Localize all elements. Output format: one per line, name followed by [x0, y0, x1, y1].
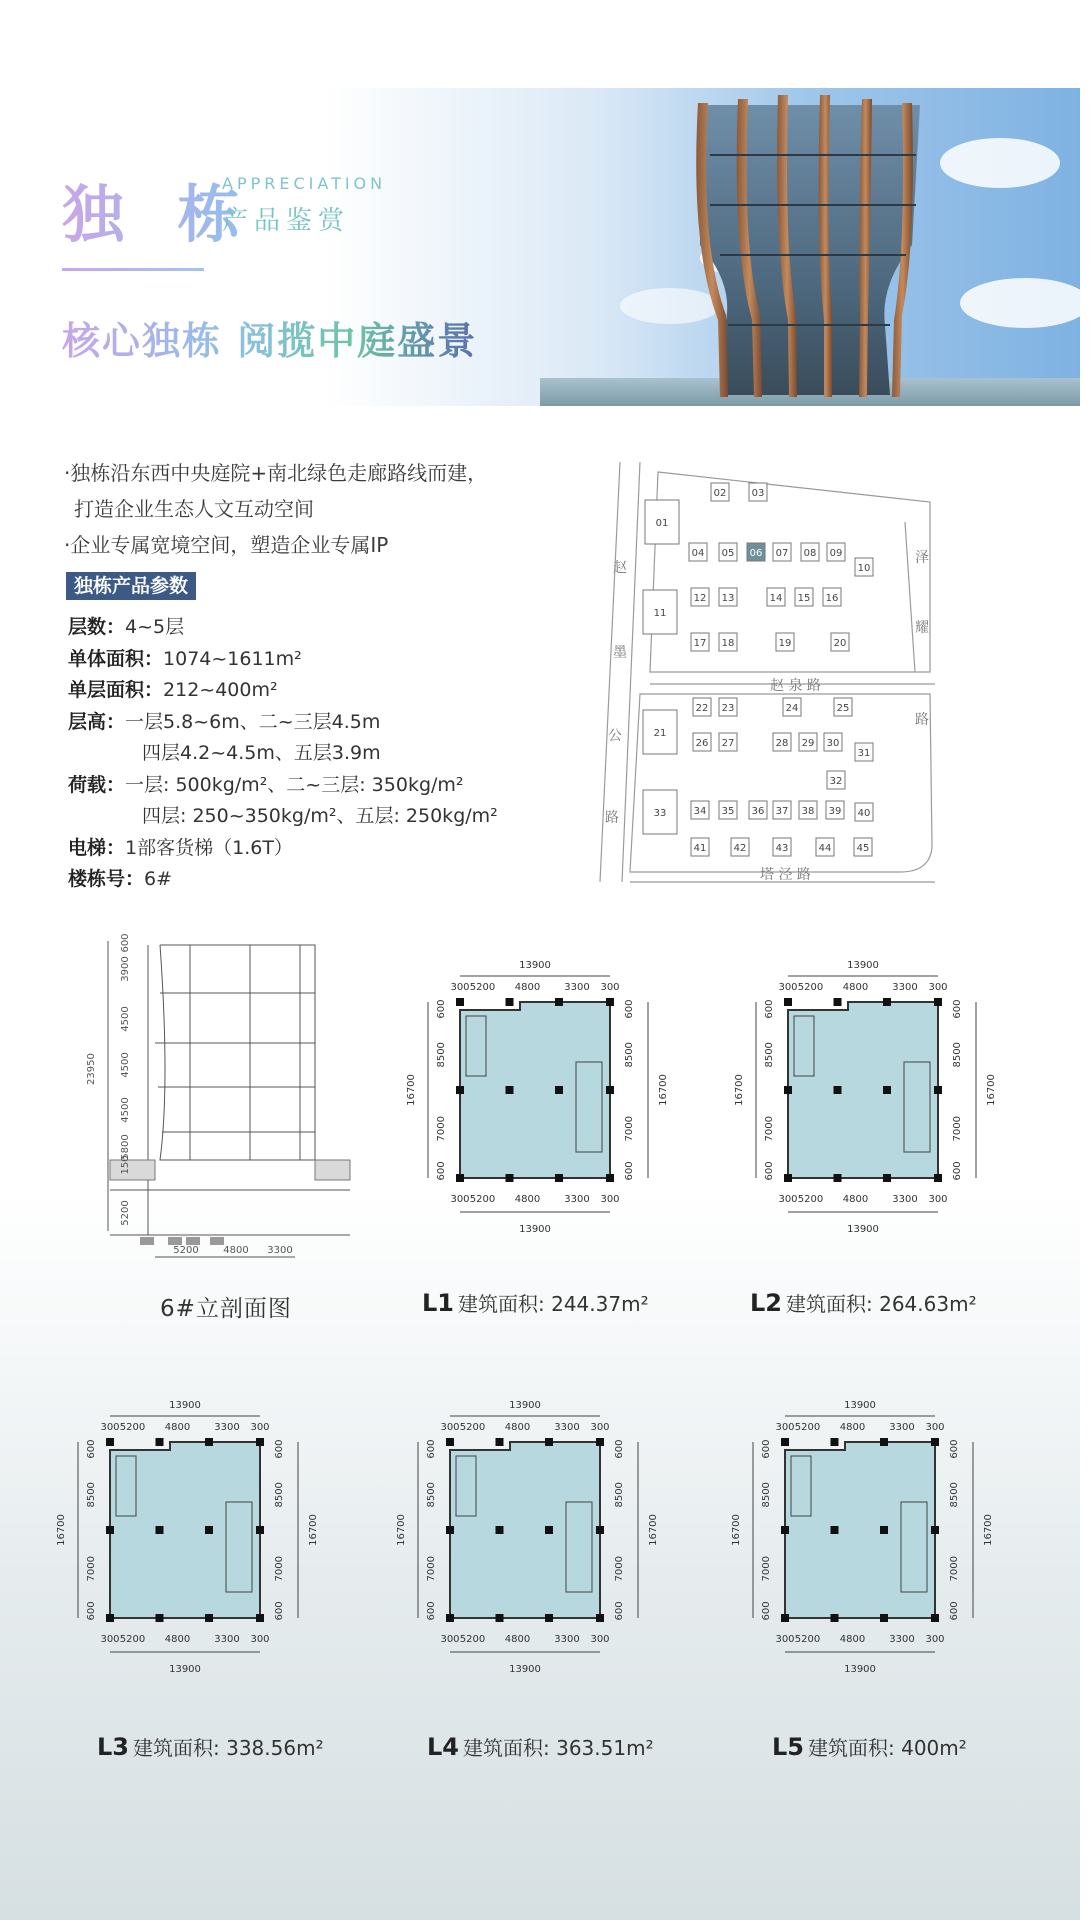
plan-depth-dim: 600 [426, 1601, 437, 1621]
svg-text:公: 公 [608, 728, 622, 744]
plan-width-dim: 5200 [119, 1422, 146, 1433]
plan-width-dim: 300 [600, 982, 620, 993]
plan-width-dim: 300 [440, 1422, 460, 1433]
plan-total-depth: 16700 [731, 1514, 742, 1546]
plan-depth-dim: 600 [952, 1161, 963, 1181]
title-english: APPRECIATION [222, 174, 387, 193]
plan-depth-dim: 8500 [614, 1482, 625, 1508]
plan-total-depth: 16700 [983, 1514, 994, 1546]
plan-depth-dim: 7000 [952, 1115, 963, 1142]
lot-label: 18 [721, 638, 735, 649]
plan-total-width: 13900 [847, 1224, 879, 1235]
lot-label: 10 [857, 563, 871, 574]
plan-depth-dim: 7000 [949, 1555, 960, 1582]
plan-width-dim: 300 [590, 1422, 610, 1433]
plan-total-width: 13900 [169, 1400, 201, 1411]
plan-column [880, 1438, 888, 1446]
plan-depth-dim: 8500 [952, 1042, 963, 1068]
floor-area-value: 400m² [901, 1736, 967, 1760]
plan-column [606, 1086, 614, 1094]
section-height-label: 5200 [120, 1200, 131, 1226]
plan-width-dim: 300 [778, 982, 798, 993]
section-height-label: 4500 [120, 1052, 131, 1078]
plan-column [256, 1438, 264, 1446]
plan-depth-dim: 600 [274, 1601, 285, 1621]
plan-depth-dim: 600 [949, 1439, 960, 1459]
plan-column [784, 1086, 792, 1094]
plan-total-depth: 16700 [648, 1514, 659, 1546]
lot-label: 29 [801, 738, 815, 749]
lot-label: 05 [721, 548, 735, 559]
plan-width-dim: 5200 [794, 1422, 821, 1433]
plan-width-dim: 3300 [554, 1634, 580, 1645]
plan-depth-dim: 600 [624, 999, 635, 1019]
plan-column [781, 1526, 789, 1534]
plan-width-dim: 5200 [459, 1422, 486, 1433]
plan-column [205, 1614, 213, 1622]
plan-width-dim: 300 [928, 1194, 948, 1205]
plan-column [596, 1614, 604, 1622]
page-title: 独 栋 [62, 165, 256, 254]
floor-caption-l4 [427, 1732, 654, 1761]
floor-caption-l2 [750, 1288, 977, 1317]
lot-label: 23 [721, 703, 735, 714]
plan-total-depth: 16700 [986, 1074, 997, 1106]
plan-width-dim: 4800 [514, 982, 541, 993]
floor-area-value: 363.51m² [556, 1736, 654, 1760]
plan-depth-dim: 600 [624, 1161, 635, 1181]
plan-width-dim: 3300 [889, 1634, 915, 1645]
plan-total-depth: 16700 [406, 1074, 417, 1106]
plan-column [456, 998, 464, 1006]
plan-depth-dim: 600 [274, 1439, 285, 1459]
lot-label: 31 [857, 748, 871, 759]
plan-width-dim: 300 [590, 1634, 610, 1645]
road-label-south: 塔 泾 路 [760, 867, 811, 883]
param-load-cont: 四层: 250~350kg/m²、五层: 250kg/m² [142, 805, 498, 827]
lot-label: 42 [733, 843, 747, 854]
plan-column [446, 1614, 454, 1622]
lot-label: 38 [801, 806, 815, 817]
plan-column [555, 1086, 563, 1094]
bullet-1-cont: 打造企业生态人文互动空间 [74, 497, 314, 521]
param-load: 荷载：一层: 500kg/m²、二~三层: 350kg/m² [68, 773, 464, 796]
title-subtitle: 产品鉴赏 [222, 206, 351, 236]
road-label-west: 赵 [613, 560, 627, 576]
lot-label: 44 [818, 843, 832, 854]
plan-column [496, 1526, 504, 1534]
plan-depth-dim: 8500 [436, 1042, 447, 1068]
plan-total-width: 13900 [169, 1664, 201, 1675]
lot-label: 13 [721, 593, 735, 604]
plan-depth-dim: 600 [86, 1439, 97, 1459]
slogan: 核心独栋 阅揽中庭盛景 [62, 310, 477, 365]
plan-column [831, 1526, 839, 1534]
plan-column [880, 1614, 888, 1622]
lot-label: 34 [693, 806, 707, 817]
plan-column [883, 998, 891, 1006]
plan-column [831, 1614, 839, 1622]
lot-label: 26 [695, 738, 709, 749]
floor-level-label: L1 [422, 1289, 454, 1317]
plan-width-dim: 300 [450, 1194, 470, 1205]
plan-width-dim: 300 [100, 1422, 120, 1433]
plan-depth-dim: 7000 [86, 1555, 97, 1582]
plan-column [106, 1614, 114, 1622]
floor-plan-l1 [400, 950, 690, 1260]
plan-width-dim: 3300 [892, 1194, 918, 1205]
plan-column [545, 1614, 553, 1622]
lot-label: 06 [749, 548, 763, 559]
svg-text:墨: 墨 [613, 645, 627, 661]
plan-width-dim: 5200 [459, 1634, 486, 1645]
plan-column [156, 1526, 164, 1534]
floor-level-label: L2 [750, 1289, 782, 1317]
lot-label: 32 [829, 776, 843, 787]
plan-width-dim: 4800 [164, 1634, 191, 1645]
plan-column [781, 1614, 789, 1622]
plan-total-width: 13900 [509, 1664, 541, 1675]
lot-label: 37 [775, 806, 789, 817]
plan-total-width: 13900 [847, 960, 879, 971]
plan-column [545, 1526, 553, 1534]
plan-width-dim: 300 [250, 1634, 270, 1645]
plan-column [883, 1086, 891, 1094]
params-list [68, 612, 588, 896]
floor-area-label: 建筑面积: [133, 1736, 227, 1760]
plan-width-dim: 300 [775, 1422, 795, 1433]
plan-column [596, 1438, 604, 1446]
plan-column [446, 1438, 454, 1446]
bullet-1: ·独栋沿东西中央庭院+南北绿色走廊路线而建， [64, 461, 488, 485]
plan-column [456, 1174, 464, 1182]
floor-area-value: 244.37m² [551, 1292, 649, 1316]
plan-total-depth: 16700 [734, 1074, 745, 1106]
plan-depth-dim: 600 [761, 1601, 772, 1621]
svg-text:路: 路 [605, 810, 619, 826]
floor-area-label: 建筑面积: [463, 1736, 557, 1760]
plan-column [596, 1526, 604, 1534]
plan-depth-dim: 600 [764, 1161, 775, 1181]
plan-width-dim: 5200 [797, 1194, 824, 1205]
plan-column [205, 1526, 213, 1534]
section-caption: 6#立剖面图 [160, 1296, 292, 1322]
plan-column [256, 1614, 264, 1622]
plan-width-dim: 4800 [514, 1194, 541, 1205]
plan-depth-dim: 7000 [764, 1115, 775, 1142]
plan-depth-dim: 8500 [86, 1482, 97, 1508]
section-height-label: 4500 [120, 1006, 131, 1032]
plan-width-dim: 300 [928, 982, 948, 993]
lot-label: 25 [836, 703, 850, 714]
lot-label: 27 [721, 738, 735, 749]
plan-column [606, 1174, 614, 1182]
plan-depth-dim: 600 [436, 999, 447, 1019]
lot-label: 08 [803, 548, 817, 559]
lot-label: 02 [713, 488, 727, 499]
plan-depth-dim: 8500 [764, 1042, 775, 1068]
section-height-label: 150 [120, 1155, 131, 1175]
plan-column [781, 1438, 789, 1446]
plan-depth-dim: 600 [761, 1439, 772, 1459]
plan-depth-dim: 7000 [614, 1555, 625, 1582]
plan-depth-dim: 7000 [624, 1115, 635, 1142]
plan-column [934, 998, 942, 1006]
params-heading: 独栋产品参数 [66, 572, 196, 600]
param-floor-area: 单层面积：212~400m² [68, 679, 278, 701]
floor-caption-l3 [97, 1732, 324, 1761]
lot-label: 20 [833, 638, 847, 649]
lot-label: 04 [691, 548, 705, 559]
plan-width-dim: 5200 [469, 982, 496, 993]
section-height-label: 3900 [120, 956, 131, 982]
lot-label: 09 [829, 548, 843, 559]
bullet-2: ·企业专属宽境空间，塑造企业专属IP [64, 533, 389, 557]
floor-area-label: 建筑面积: [808, 1736, 902, 1760]
lot-label: 22 [695, 703, 709, 714]
plan-width-dim: 300 [450, 982, 470, 993]
lot-label: 12 [693, 593, 707, 604]
plan-width-dim: 4800 [842, 1194, 869, 1205]
plan-column [931, 1614, 939, 1622]
plan-total-depth: 16700 [56, 1514, 67, 1546]
plan-width-dim: 4800 [839, 1422, 866, 1433]
section-bottom-dim: 4800 [223, 1245, 249, 1256]
lot-label: 40 [857, 808, 871, 819]
section-bottom-dim: 5200 [173, 1245, 199, 1256]
plan-column [834, 1086, 842, 1094]
floor-caption-l1 [422, 1288, 649, 1317]
floor-level-label: L3 [97, 1733, 129, 1761]
plan-width-dim: 4800 [839, 1634, 866, 1645]
plan-depth-dim: 7000 [274, 1555, 285, 1582]
plan-depth-dim: 600 [614, 1601, 625, 1621]
floor-plan-l3 [50, 1390, 340, 1700]
floor-level-label: L4 [427, 1733, 459, 1761]
plan-width-dim: 3300 [214, 1422, 240, 1433]
plan-depth-dim: 8500 [949, 1482, 960, 1508]
section-height-label: 4500 [120, 1097, 131, 1123]
plan-column [506, 1086, 514, 1094]
svg-text:路: 路 [915, 712, 929, 728]
floor-area-label: 建筑面积: [458, 1292, 552, 1316]
lot-label: 19 [778, 638, 792, 649]
param-height: 层高：一层5.8~6m、二~三层4.5m [68, 710, 381, 733]
plan-total-depth: 16700 [658, 1074, 669, 1106]
plan-width-dim: 4800 [504, 1634, 531, 1645]
param-floors: 层数：4~5层 [68, 616, 185, 638]
plan-width-dim: 300 [100, 1634, 120, 1645]
plan-width-dim: 5200 [794, 1634, 821, 1645]
plan-depth-dim: 600 [86, 1601, 97, 1621]
lot-label: 33 [653, 808, 667, 819]
plan-column [834, 1174, 842, 1182]
param-elevator: 电梯：1部客货梯（1.6T） [68, 836, 293, 859]
floor-caption-l5 [772, 1732, 967, 1761]
floor-plan-l4 [390, 1390, 680, 1700]
lot-label: 39 [828, 806, 842, 817]
plan-column [496, 1614, 504, 1622]
plan-width-dim: 300 [440, 1634, 460, 1645]
lot-label: 11 [653, 608, 667, 619]
plan-width-dim: 3300 [214, 1634, 240, 1645]
plan-depth-dim: 600 [949, 1601, 960, 1621]
plan-width-dim: 300 [775, 1634, 795, 1645]
road-label-middle: 赵 泉 路 [770, 678, 821, 694]
plan-depth-dim: 7000 [761, 1555, 772, 1582]
plan-width-dim: 3300 [554, 1422, 580, 1433]
svg-text:耀: 耀 [915, 620, 929, 636]
plan-column [784, 998, 792, 1006]
svg-text:泽: 泽 [915, 550, 929, 566]
plan-column [545, 1438, 553, 1446]
plan-column [106, 1438, 114, 1446]
lot-label: 07 [775, 548, 789, 559]
plan-column [784, 1174, 792, 1182]
lot-label: 15 [797, 593, 811, 604]
plan-depth-dim: 8500 [761, 1482, 772, 1508]
lot-label: 03 [751, 488, 765, 499]
lot-label: 17 [693, 638, 707, 649]
site-lots [643, 483, 873, 856]
lot-label: 41 [693, 843, 707, 854]
plan-depth-dim: 7000 [426, 1555, 437, 1582]
plan-column [506, 1174, 514, 1182]
floor-area-label: 建筑面积: [786, 1292, 880, 1316]
plan-depth-dim: 600 [614, 1439, 625, 1459]
plan-width-dim: 3300 [564, 982, 590, 993]
plan-depth-dim: 600 [436, 1161, 447, 1181]
plan-width-dim: 300 [250, 1422, 270, 1433]
plan-column [446, 1526, 454, 1534]
plan-width-dim: 5200 [797, 982, 824, 993]
plan-total-width: 13900 [509, 1400, 541, 1411]
section-drawing [86, 933, 350, 1256]
plan-column [506, 998, 514, 1006]
plan-column [106, 1526, 114, 1534]
svg-text:23950: 23950 [86, 1053, 97, 1085]
section-height-label: 5800 [120, 1134, 131, 1160]
building-render-image [680, 95, 940, 405]
lot-label: 30 [826, 738, 840, 749]
lot-label: 43 [775, 843, 789, 854]
plan-column [934, 1174, 942, 1182]
lot-label: 14 [769, 593, 783, 604]
plan-total-width: 13900 [519, 960, 551, 971]
plan-width-dim: 300 [778, 1194, 798, 1205]
plan-column [555, 998, 563, 1006]
lot-label: 16 [825, 593, 839, 604]
plan-column [883, 1174, 891, 1182]
plan-width-dim: 300 [600, 1194, 620, 1205]
lot-label: 45 [856, 843, 870, 854]
title-divider [62, 268, 204, 271]
lot-label: 35 [721, 806, 735, 817]
plan-depth-dim: 8500 [426, 1482, 437, 1508]
plan-column [606, 998, 614, 1006]
plan-total-width: 13900 [519, 1224, 551, 1235]
plan-depth-dim: 600 [764, 999, 775, 1019]
plan-column [456, 1086, 464, 1094]
plan-column [831, 1438, 839, 1446]
section-height-label: 600 [120, 933, 131, 953]
feature-bullets [64, 455, 584, 563]
plan-depth-dim: 600 [426, 1439, 437, 1459]
plan-width-dim: 3300 [564, 1194, 590, 1205]
floor-level-label: L5 [772, 1733, 804, 1761]
section-bottom-dim: 3300 [267, 1245, 293, 1256]
plan-width-dim: 4800 [842, 982, 869, 993]
plan-width-dim: 3300 [892, 982, 918, 993]
plan-total-width: 13900 [844, 1400, 876, 1411]
param-height-cont: 四层4.2~4.5m、五层3.9m [142, 742, 381, 764]
floor-area-value: 264.63m² [879, 1292, 977, 1316]
lot-label: 28 [775, 738, 789, 749]
floor-plan-l2 [728, 950, 1018, 1260]
floor-plan-l5 [725, 1390, 1015, 1700]
plan-width-dim: 5200 [119, 1634, 146, 1645]
plan-depth-dim: 7000 [436, 1115, 447, 1142]
lot-label: 01 [655, 518, 669, 529]
lot-label: 36 [751, 806, 765, 817]
param-building-no: 楼栋号：6# [68, 868, 173, 890]
plan-total-width: 13900 [844, 1664, 876, 1675]
plan-width-dim: 4800 [504, 1422, 531, 1433]
plan-column [834, 998, 842, 1006]
plan-column [256, 1526, 264, 1534]
plan-width-dim: 5200 [469, 1194, 496, 1205]
plan-column [934, 1086, 942, 1094]
plan-column [205, 1438, 213, 1446]
site-plan-map [570, 462, 950, 882]
plan-column [156, 1614, 164, 1622]
plan-depth-dim: 8500 [274, 1482, 285, 1508]
plan-column [156, 1438, 164, 1446]
plan-column [931, 1526, 939, 1534]
plan-column [496, 1438, 504, 1446]
plan-column [880, 1526, 888, 1534]
lot-label: 24 [785, 703, 799, 714]
plan-depth-dim: 8500 [624, 1042, 635, 1068]
plan-width-dim: 300 [925, 1634, 945, 1645]
plan-total-depth: 16700 [308, 1514, 319, 1546]
plan-width-dim: 3300 [889, 1422, 915, 1433]
lot-label: 21 [653, 728, 667, 739]
plan-width-dim: 300 [925, 1422, 945, 1433]
plan-depth-dim: 600 [952, 999, 963, 1019]
floor-area-value: 338.56m² [226, 1736, 324, 1760]
param-unit-area: 单体面积：1074~1611m² [68, 647, 302, 670]
plan-total-depth: 16700 [396, 1514, 407, 1546]
plan-column [931, 1438, 939, 1446]
plan-width-dim: 4800 [164, 1422, 191, 1433]
plan-column [555, 1174, 563, 1182]
